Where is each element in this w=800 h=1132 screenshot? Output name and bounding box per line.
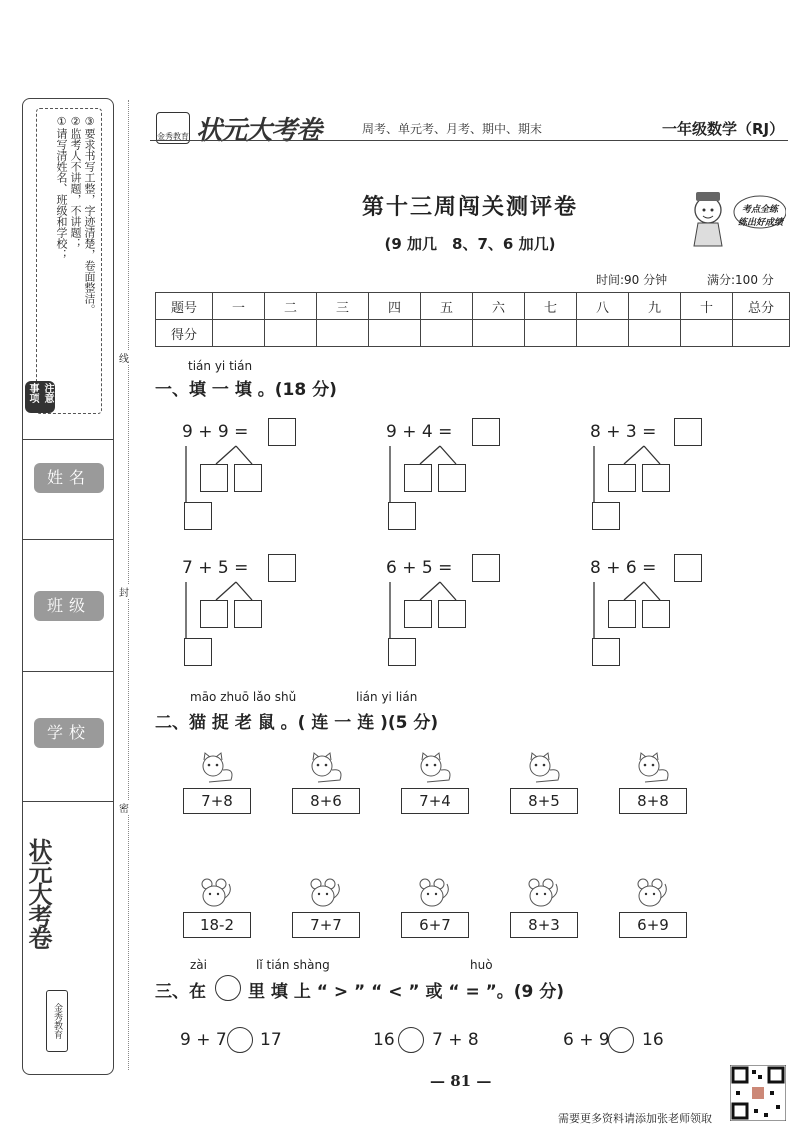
exam-time: 时间:90 分钟: [596, 273, 668, 287]
compare-left-2: 16: [373, 1030, 395, 1050]
split-box[interactable]: [438, 600, 466, 628]
q2-pinyin-1: māo zhuō lǎo shǔ: [190, 690, 297, 704]
mouse-card-4: [510, 876, 578, 938]
q1-problem-4: [180, 554, 320, 674]
sum-box[interactable]: [184, 502, 212, 530]
score-input-cell[interactable]: [421, 320, 473, 347]
mouse-icon: [619, 876, 685, 908]
cat-equation-card[interactable]: 8+5: [510, 788, 578, 814]
mouse-icon: [510, 876, 576, 908]
split-box[interactable]: [608, 464, 636, 492]
cat-card-2: [292, 750, 360, 814]
table-cell: 五: [421, 293, 473, 320]
mouse-icon: [292, 876, 358, 908]
q1-problem-1: [180, 418, 320, 538]
score-input-cell[interactable]: [317, 320, 369, 347]
notice-line-3: ③要求书写工整，字迹清楚，卷面整洁。: [83, 115, 96, 315]
split-box[interactable]: [200, 464, 228, 492]
score-input-cell[interactable]: [577, 320, 629, 347]
score-table: [155, 292, 790, 347]
table-cell: 十: [681, 293, 733, 320]
compare-circle-2[interactable]: [398, 1027, 424, 1053]
sum-box[interactable]: [592, 502, 620, 530]
compare-circle-3[interactable]: [608, 1027, 634, 1053]
table-cell: 一: [213, 293, 265, 320]
notice-title: 注意事项: [25, 381, 55, 413]
score-input-cell[interactable]: [629, 320, 681, 347]
q1-title: 一、填 一 填 。(18 分): [155, 380, 337, 400]
header-subject: 一年级数学（RJ）: [662, 120, 785, 138]
q1-problem-6: [588, 554, 728, 674]
score-input-cell[interactable]: [681, 320, 733, 347]
mouse-icon: [183, 876, 249, 908]
table-cell: 八: [577, 293, 629, 320]
cat-card-1: [183, 750, 251, 814]
name-field-label: 姓名: [34, 463, 104, 493]
sum-box[interactable]: [388, 502, 416, 530]
table-cell: 四: [369, 293, 421, 320]
cat-icon: [401, 750, 467, 784]
header-rule: [150, 140, 788, 141]
exam-full-score: 满分:100 分: [707, 273, 774, 287]
equation: 9 + 9 =: [182, 422, 249, 442]
split-box[interactable]: [234, 600, 262, 628]
qr-code[interactable]: [730, 1065, 786, 1121]
split-box[interactable]: [438, 464, 466, 492]
score-input-cell[interactable]: [733, 320, 790, 347]
cat-card-5: [619, 750, 687, 814]
exam-subtitle: (9 加几 8、7、6 加几): [384, 235, 556, 253]
header-tagline: 周考、单元考、月考、期中、期末: [362, 122, 543, 136]
mouse-equation-card[interactable]: 6+7: [401, 912, 469, 938]
score-input-cell[interactable]: [473, 320, 525, 347]
score-input-cell[interactable]: [265, 320, 317, 347]
compare-left-1: 9 + 7: [180, 1030, 227, 1050]
compare-right-1: 17: [260, 1030, 282, 1050]
table-cell: 六: [473, 293, 525, 320]
table-cell: 七: [525, 293, 577, 320]
mascot: [686, 188, 786, 248]
page-number: — 81 —: [430, 1072, 492, 1090]
mouse-equation-card[interactable]: 18-2: [183, 912, 251, 938]
mascot-text-2: 练出好成绩: [738, 218, 784, 228]
compare-right-3: 16: [642, 1030, 664, 1050]
q3-title-suffix: 里 填 上 “ > ” “ < ” 或 “ = ”。(9 分): [248, 982, 565, 1002]
cat-card-3: [401, 750, 469, 814]
table-cell: 总分: [733, 293, 790, 320]
publisher-logo: 金秀教育: [156, 112, 190, 144]
sidebar-divider: [23, 801, 113, 802]
equation: 8 + 3 =: [590, 422, 657, 442]
compare-right-2: 7 + 8: [432, 1030, 479, 1050]
mouse-card-5: [619, 876, 687, 938]
sidebar-publisher-logo: 金秀教育: [46, 990, 68, 1052]
sum-box[interactable]: [184, 638, 212, 666]
split-box[interactable]: [608, 600, 636, 628]
compare-left-3: 6 + 9: [563, 1030, 610, 1050]
cat-icon: [183, 750, 249, 784]
score-table-score-row: [156, 320, 790, 347]
q1-problem-5: [384, 554, 524, 674]
mouse-equation-card[interactable]: 7+7: [292, 912, 360, 938]
score-table-header-row: [156, 293, 790, 320]
equation: 8 + 6 =: [590, 558, 657, 578]
split-box[interactable]: [200, 600, 228, 628]
mouse-equation-card[interactable]: 8+3: [510, 912, 578, 938]
q1-problem-2: [384, 418, 524, 538]
cut-mark-dense: 密: [119, 800, 129, 815]
class-field-label: 班级: [34, 591, 104, 621]
q2-title: 二、猫 捉 老 鼠 。( 连 一 连 )(5 分): [155, 713, 439, 733]
cat-equation-card[interactable]: 8+6: [292, 788, 360, 814]
cat-equation-card[interactable]: 7+4: [401, 788, 469, 814]
q3-pinyin-li: lǐ tián shàng: [256, 958, 330, 972]
mouse-equation-card[interactable]: 6+9: [619, 912, 687, 938]
cut-mark-seal: 封: [119, 584, 129, 599]
sum-box[interactable]: [388, 638, 416, 666]
q3-title-circle: [215, 975, 241, 1001]
mascot-text-1: 考点全练: [742, 205, 779, 215]
q3-pinyin-huo: huò: [470, 958, 493, 972]
equation: 7 + 5 =: [182, 558, 249, 578]
q1-problem-3: [588, 418, 728, 538]
score-input-cell[interactable]: [369, 320, 421, 347]
mouse-card-3: [401, 876, 469, 938]
exam-title: 第十三周闯关测评卷: [361, 194, 578, 220]
equation: 6 + 5 =: [386, 558, 453, 578]
mouse-card-2: [292, 876, 360, 938]
cat-icon: [292, 750, 358, 784]
table-cell: 九: [629, 293, 681, 320]
table-cell: 题号: [156, 293, 213, 320]
qr-code-icon: [730, 1065, 786, 1121]
q3-pinyin-zai: zài: [190, 958, 207, 972]
equation: 9 + 4 =: [386, 422, 453, 442]
sidebar-brand-logo: 状元大考卷: [24, 838, 52, 948]
footer-note: 需要更多资料请添加张老师领取: [558, 1112, 712, 1125]
table-cell: 得分: [156, 320, 213, 347]
split-box[interactable]: [642, 464, 670, 492]
sidebar-divider: [23, 671, 113, 672]
q3-title-prefix: 三、在: [155, 982, 206, 1002]
split-box[interactable]: [642, 600, 670, 628]
split-box[interactable]: [404, 464, 432, 492]
table-cell: 三: [317, 293, 369, 320]
cat-equation-card[interactable]: 8+8: [619, 788, 687, 814]
mouse-card-1: [183, 876, 251, 938]
q1-pinyin: tián yi tián: [188, 359, 253, 373]
notice-line-2: ②监考人不讲题，不讲题；: [69, 115, 82, 249]
q2-pinyin-2: lián yi lián: [356, 690, 418, 704]
sidebar-divider: [23, 539, 113, 540]
table-cell: 二: [265, 293, 317, 320]
cat-equation-card[interactable]: 7+8: [183, 788, 251, 814]
compare-circle-1[interactable]: [227, 1027, 253, 1053]
cut-mark-line: 线: [119, 350, 129, 365]
split-box[interactable]: [234, 464, 262, 492]
mouse-icon: [401, 876, 467, 908]
cat-icon: [510, 750, 576, 784]
sidebar-divider: [23, 439, 113, 440]
score-input-cell[interactable]: [213, 320, 265, 347]
cat-icon: [619, 750, 685, 784]
cat-card-4: [510, 750, 578, 814]
score-input-cell[interactable]: [525, 320, 577, 347]
sum-box[interactable]: [592, 638, 620, 666]
brand-logo: 状元大考卷: [196, 116, 322, 146]
split-box[interactable]: [404, 600, 432, 628]
notice-line-1: ①请写清姓名、班级和学校；: [55, 115, 68, 260]
school-field-label: 学校: [34, 718, 104, 748]
notice-box: [27, 108, 102, 414]
